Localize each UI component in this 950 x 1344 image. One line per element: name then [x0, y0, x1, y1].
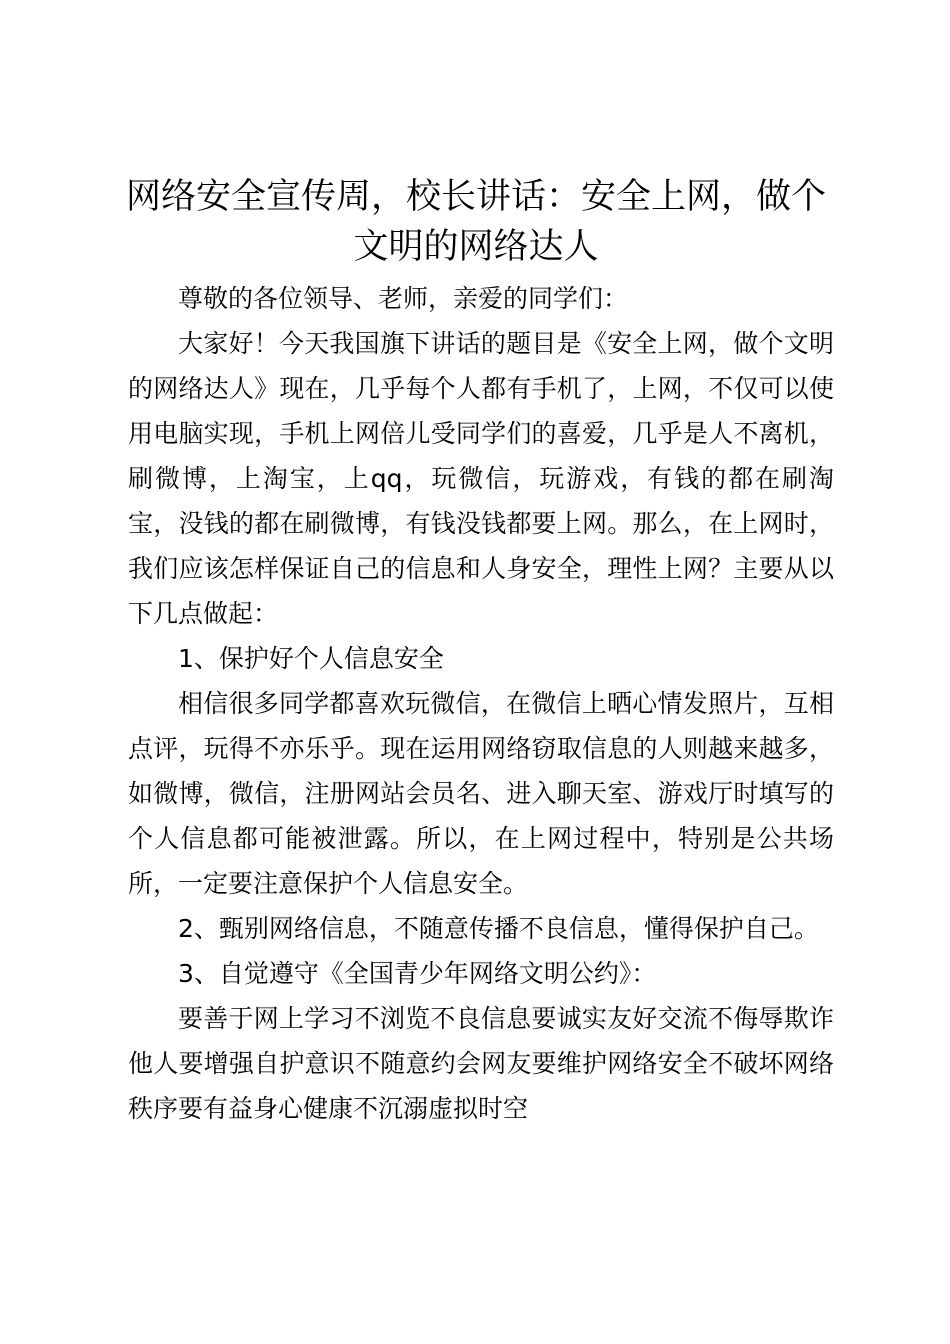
paragraph-point-3-heading: 3、自觉遵守《全国青少年网络文明公约》：: [178, 959, 657, 988]
document-body: [128, 276, 834, 1131]
paragraph-salutation: 尊敬的各位领导、老师，亲爱的同学们：: [178, 284, 629, 313]
paragraph-point-2: 2、甄别网络信息，不随意传播不良信息，懂得保护自己。: [178, 914, 819, 943]
paragraph-intro: 大家好！今天我国旗下讲话的题目是《安全上网，做个文明的网络达人》现在，几乎每个人都有手机了，上网，不仅可以使用电脑实现，手机上网倍儿受同学们的喜爱，几乎是人不离机，刷微博，上淘宝，上qq，玩微信，玩游戏，有钱的都在刷淘宝，没钱的都在刷微博，有钱没钱都要上网。那么，在上网时，我们应该怎样保证自己的信息和人身安全，理性上网？主要从以下几点做起：: [128, 329, 834, 628]
paragraph-point-1-heading: 1、保护好个人信息安全: [178, 644, 444, 673]
paragraph-point-1-body: 相信很多同学都喜欢玩微信，在微信上晒心情发照片，互相点评，玩得不亦乐乎。现在运用网络窃取信息的人则越来越多，如微博，微信，注册网站会员名、进入聊天室、游戏厅时填写的个人信息都可能被泄露。所以，在上网过程中，特别是公共场所，一定要注意保护个人信息安全。: [128, 689, 834, 898]
paragraph-convention-text: 要善于网上学习不浏览不良信息要诚实友好交流不侮辱欺诈他人要增强自护意识不随意约会网友要维护网络安全不破坏网络秩序要有益身心健康不沉溺虚拟时空: [128, 1004, 834, 1123]
document-title: 网络安全宣传周，校长讲话：安全上网，做个文明的网络达人: [125, 177, 826, 267]
